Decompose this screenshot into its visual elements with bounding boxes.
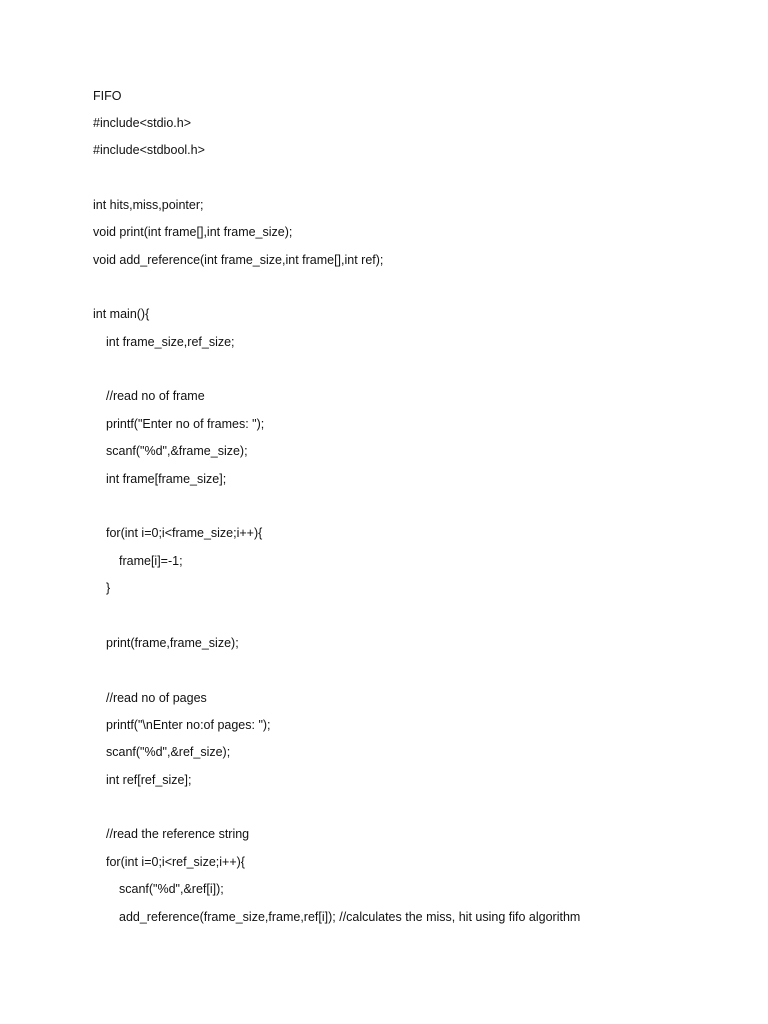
- code-line: scanf("%d",&ref_size);: [106, 745, 231, 759]
- code-comment: //read the reference string: [106, 827, 250, 841]
- code-line: printf("\nEnter no:of pages: ");: [106, 718, 271, 732]
- code-comment: //read no of pages: [106, 691, 207, 705]
- code-line: frame[i]=-1;: [119, 554, 183, 568]
- code-line: void add_reference(int frame_size,int frame[],int ref);: [93, 253, 384, 267]
- code-line: scanf("%d",&ref[i]);: [119, 882, 224, 896]
- code-line: int ref[ref_size];: [106, 773, 192, 787]
- code-line: #include<stdbool.h>: [93, 143, 205, 157]
- code-line: add_reference(frame_size,frame,ref[i]); //calculates the miss, hit using fifo algorithm: [119, 910, 581, 924]
- code-line: scanf("%d",&frame_size);: [106, 444, 248, 458]
- code-line: int hits,miss,pointer;: [93, 198, 204, 212]
- code-line: int frame[frame_size];: [106, 472, 227, 486]
- doc-title: FIFO: [93, 89, 122, 103]
- code-line: print(frame,frame_size);: [106, 636, 239, 650]
- code-line: int frame_size,ref_size;: [106, 335, 235, 349]
- code-line: int main(){: [93, 307, 150, 321]
- code-line: printf("Enter no of frames: ");: [106, 417, 265, 431]
- code-line: for(int i=0;i<ref_size;i++){: [106, 855, 245, 869]
- code-line: for(int i=0;i<frame_size;i++){: [106, 526, 263, 540]
- code-comment: //read no of frame: [106, 389, 205, 403]
- code-line: #include<stdio.h>: [93, 116, 191, 130]
- code-line: }: [106, 581, 111, 595]
- code-line: void print(int frame[],int frame_size);: [93, 225, 293, 239]
